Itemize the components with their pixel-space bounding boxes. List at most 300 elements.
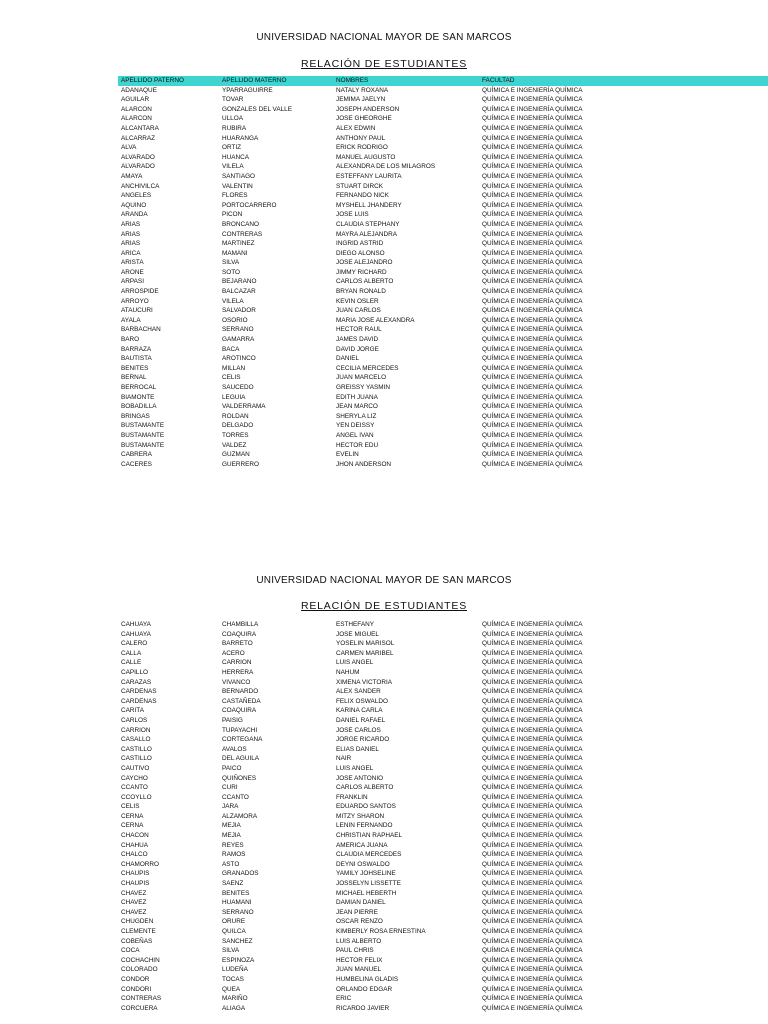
cell-facultad: QUÍMICA E INGENIERÍA QUÍMICA bbox=[482, 201, 583, 209]
cell-apellido-paterno: CHAHUA bbox=[121, 841, 148, 849]
table-row bbox=[118, 277, 768, 287]
cell-nombres: RICARDO JAVIER bbox=[336, 1004, 390, 1012]
cell-apellido-paterno: ARONE bbox=[121, 268, 144, 276]
cell-apellido-paterno: CAHUAYA bbox=[121, 621, 151, 628]
cell-nombres: SHERYLA LIZ bbox=[336, 412, 377, 420]
cell-apellido-materno: ALZAMORA bbox=[222, 812, 258, 820]
cell-nombres: JEAN PIERRE bbox=[336, 908, 378, 916]
cell-apellido-materno: VALDERRAMA bbox=[222, 403, 266, 411]
table-row bbox=[118, 249, 768, 259]
cell-apellido-paterno: CARITA bbox=[121, 707, 144, 715]
cell-apellido-paterno: ARROYO bbox=[121, 297, 149, 305]
university-name: UNIVERSIDAD NACIONAL MAYOR DE SAN MARCOS bbox=[256, 32, 512, 43]
cell-apellido-paterno: CACERES bbox=[121, 460, 152, 468]
table-row bbox=[118, 630, 768, 640]
cell-nombres: JHON ANDERSON bbox=[336, 460, 392, 468]
cell-apellido-materno: HUAMANI bbox=[222, 899, 252, 907]
cell-apellido-paterno: CASALLO bbox=[121, 736, 151, 744]
cell-apellido-paterno: CARLOS bbox=[121, 716, 148, 724]
table-row bbox=[118, 172, 768, 182]
cell-apellido-materno: HUARANGA bbox=[222, 134, 259, 142]
cell-nombres: NAHUM bbox=[336, 668, 360, 676]
cell-apellido-paterno: CARRION bbox=[121, 726, 151, 734]
table-row bbox=[118, 201, 768, 211]
cell-facultad: QUÍMICA E INGENIERÍA QUÍMICA bbox=[482, 240, 583, 248]
cell-apellido-materno: SERRANO bbox=[222, 326, 254, 334]
cell-nombres: BRYAN RONALD bbox=[336, 288, 386, 296]
cell-apellido-paterno: ARISTA bbox=[121, 259, 144, 267]
cell-facultad: QUÍMICA E INGENIERÍA QUÍMICA bbox=[482, 460, 583, 468]
cell-facultad: QUÍMICA E INGENIERÍA QUÍMICA bbox=[482, 336, 583, 344]
cell-apellido-paterno: CAHUAYA bbox=[121, 630, 151, 638]
cell-nombres: JOSE CARLOS bbox=[336, 726, 381, 734]
cell-facultad: QUÍMICA E INGENIERÍA QUÍMICA bbox=[482, 259, 583, 267]
cell-apellido-paterno: CERNA bbox=[121, 822, 144, 830]
table-row bbox=[118, 649, 768, 659]
cell-nombres: STUART DIRCK bbox=[336, 182, 383, 190]
cell-facultad: QUÍMICA E INGENIERÍA QUÍMICA bbox=[482, 832, 583, 840]
cell-apellido-paterno: AMAYA bbox=[121, 172, 143, 180]
cell-apellido-materno: MILLAN bbox=[222, 364, 246, 372]
cell-facultad: QUÍMICA E INGENIERÍA QUÍMICA bbox=[482, 947, 583, 955]
table-row bbox=[118, 994, 768, 1004]
cell-facultad: QUÍMICA E INGENIERÍA QUÍMICA bbox=[482, 182, 583, 190]
cell-nombres: DEYNI OSWALDO bbox=[336, 860, 390, 868]
cell-apellido-paterno: CALLE bbox=[121, 659, 142, 667]
cell-apellido-paterno: CARAZAS bbox=[121, 678, 152, 686]
cell-nombres: HECTOR EDU bbox=[336, 441, 379, 449]
cell-apellido-materno: MARTINEZ bbox=[222, 240, 255, 248]
cell-nombres: MICHAEL HEBERTH bbox=[336, 889, 397, 897]
table-row bbox=[118, 927, 768, 937]
cell-apellido-materno: DELGADO bbox=[222, 422, 254, 430]
students-table bbox=[118, 620, 768, 1013]
cell-nombres: MANUEL AUGUSTO bbox=[336, 153, 396, 161]
cell-apellido-paterno: COBEÑAS bbox=[121, 937, 153, 945]
cell-facultad: QUÍMICA E INGENIERÍA QUÍMICA bbox=[482, 726, 583, 734]
cell-apellido-materno: GONZALES DEL VALLE bbox=[222, 105, 292, 113]
cell-facultad: QUÍMICA E INGENIERÍA QUÍMICA bbox=[482, 966, 583, 974]
cell-nombres: EDUARDO SANTOS bbox=[336, 803, 396, 811]
cell-apellido-paterno: CABRERA bbox=[121, 451, 152, 459]
cell-apellido-paterno: CAYCHO bbox=[121, 774, 148, 782]
table-row bbox=[118, 889, 768, 899]
cell-facultad: QUÍMICA E INGENIERÍA QUÍMICA bbox=[482, 230, 583, 238]
cell-nombres: JOSSELYN LISSETTE bbox=[336, 880, 401, 888]
cell-nombres: DAVID JORGE bbox=[336, 345, 379, 353]
cell-apellido-materno: BRONCANO bbox=[222, 220, 259, 228]
cell-nombres: XIMENA VICTORIA bbox=[336, 678, 392, 686]
cell-nombres: JUAN MARCELO bbox=[336, 374, 387, 382]
cell-nombres: JOSEPH ANDERSON bbox=[336, 105, 400, 113]
cell-nombres: DANIEL RAFAEL bbox=[336, 716, 386, 724]
table-row bbox=[118, 879, 768, 889]
cell-apellido-paterno: ADANAQUE bbox=[121, 86, 157, 94]
cell-apellido-materno: CCANTO bbox=[222, 793, 249, 801]
cell-nombres: MAYRA ALEJANDRA bbox=[336, 230, 397, 238]
cell-facultad: QUÍMICA E INGENIERÍA QUÍMICA bbox=[482, 822, 583, 830]
cell-facultad: QUÍMICA E INGENIERÍA QUÍMICA bbox=[482, 812, 583, 820]
table-row bbox=[118, 898, 768, 908]
cell-facultad: QUÍMICA E INGENIERÍA QUÍMICA bbox=[482, 774, 583, 782]
cell-apellido-paterno: BAUTISTA bbox=[121, 355, 152, 363]
cell-nombres: LUIS ANGEL bbox=[336, 764, 374, 772]
cell-apellido-paterno: CHALCO bbox=[121, 851, 148, 859]
cell-facultad: QUÍMICA E INGENIERÍA QUÍMICA bbox=[482, 431, 583, 439]
table-row bbox=[118, 639, 768, 649]
table-row bbox=[118, 745, 768, 755]
cell-nombres: HECTOR FELIX bbox=[336, 956, 383, 964]
students-table-body bbox=[118, 86, 768, 470]
cell-nombres: ANTHONY PAUL bbox=[336, 134, 386, 142]
cell-apellido-paterno: CHAVEZ bbox=[121, 899, 147, 907]
cell-apellido-materno: DEL AGUILA bbox=[222, 755, 260, 763]
cell-facultad: QUÍMICA E INGENIERÍA QUÍMICA bbox=[482, 249, 583, 257]
cell-nombres: PAUL CHRIS bbox=[336, 947, 374, 955]
table-row bbox=[118, 956, 768, 966]
cell-apellido-paterno: ALARCON bbox=[121, 115, 152, 123]
cell-apellido-materno: SANCHEZ bbox=[222, 937, 253, 945]
table-row bbox=[118, 335, 768, 345]
cell-apellido-paterno: CONDORI bbox=[121, 985, 152, 993]
table-row bbox=[118, 258, 768, 268]
cell-apellido-materno: ACERO bbox=[222, 649, 245, 657]
cell-apellido-materno: JARA bbox=[222, 803, 239, 811]
cell-facultad: QUÍMICA E INGENIERÍA QUÍMICA bbox=[482, 755, 583, 763]
table-row bbox=[118, 460, 768, 470]
cell-facultad: QUÍMICA E INGENIERÍA QUÍMICA bbox=[482, 393, 583, 401]
cell-apellido-paterno: CHAVEZ bbox=[121, 908, 147, 916]
cell-apellido-materno: GAMARRA bbox=[222, 336, 255, 344]
table-row bbox=[118, 812, 768, 822]
cell-apellido-materno: FLORES bbox=[222, 192, 248, 200]
header-facultad: FACULTAD bbox=[479, 76, 768, 86]
cell-nombres: ALEXANDRA DE LOS MILAGROS bbox=[336, 163, 436, 171]
cell-apellido-materno: CELIS bbox=[222, 374, 241, 382]
cell-apellido-paterno: CARDENAS bbox=[121, 697, 157, 705]
cell-facultad: QUÍMICA E INGENIERÍA QUÍMICA bbox=[482, 630, 583, 638]
cell-apellido-paterno: BUSTAMANTE bbox=[121, 431, 165, 439]
cell-nombres: FRANKLIN bbox=[336, 793, 368, 801]
table-row bbox=[118, 105, 768, 115]
cell-facultad: QUÍMICA E INGENIERÍA QUÍMICA bbox=[482, 115, 583, 123]
table-row bbox=[118, 937, 768, 947]
table-row bbox=[118, 325, 768, 335]
cell-apellido-paterno: CLEMENTE bbox=[121, 928, 156, 935]
cell-nombres: MITZY SHARON bbox=[336, 812, 385, 820]
cell-nombres: CHRISTIAN RAPHAEL bbox=[336, 832, 403, 840]
cell-apellido-paterno: CCANTO bbox=[121, 784, 148, 792]
cell-apellido-paterno: AYALA bbox=[121, 316, 141, 324]
cell-facultad: QUÍMICA E INGENIERÍA QUÍMICA bbox=[482, 668, 583, 676]
cell-apellido-materno: TORRES bbox=[222, 431, 249, 439]
cell-facultad: QUÍMICA E INGENIERÍA QUÍMICA bbox=[482, 764, 583, 772]
table-row bbox=[118, 364, 768, 374]
table-row bbox=[118, 86, 768, 96]
cell-nombres: JAMES DAVID bbox=[336, 336, 379, 344]
cell-facultad: QUÍMICA E INGENIERÍA QUÍMICA bbox=[482, 707, 583, 715]
cell-apellido-paterno: BENITES bbox=[121, 364, 149, 372]
cell-facultad: QUÍMICA E INGENIERÍA QUÍMICA bbox=[482, 134, 583, 142]
cell-apellido-paterno: ANCHIVILCA bbox=[121, 182, 160, 190]
table-row bbox=[118, 1004, 768, 1014]
cell-nombres: YAMILY JOHSELINE bbox=[336, 870, 396, 878]
cell-nombres: DAMIAN DANIEL bbox=[336, 899, 386, 907]
cell-facultad: QUÍMICA E INGENIERÍA QUÍMICA bbox=[482, 985, 583, 993]
table-row bbox=[118, 431, 768, 441]
cell-nombres: CECILIA MERCEDES bbox=[336, 364, 399, 372]
cell-facultad: QUÍMICA E INGENIERÍA QUÍMICA bbox=[482, 211, 583, 219]
cell-nombres: JUAN CARLOS bbox=[336, 307, 381, 315]
cell-facultad: QUÍMICA E INGENIERÍA QUÍMICA bbox=[482, 316, 583, 324]
cell-nombres: LENIN FERNANDO bbox=[336, 822, 393, 830]
cell-nombres: CLAUDIA MERCEDES bbox=[336, 851, 402, 859]
cell-nombres: FERNANDO NICK bbox=[336, 192, 389, 200]
cell-facultad: QUÍMICA E INGENIERÍA QUÍMICA bbox=[482, 870, 583, 878]
cell-apellido-materno: VILELA bbox=[222, 163, 244, 171]
cell-nombres: CARLOS ALBERTO bbox=[336, 278, 394, 286]
cell-apellido-materno: SILVA bbox=[222, 259, 240, 267]
table-row bbox=[118, 975, 768, 985]
cell-apellido-materno: ULLOA bbox=[222, 115, 243, 123]
cell-facultad: QUÍMICA E INGENIERÍA QUÍMICA bbox=[482, 345, 583, 353]
cell-facultad: QUÍMICA E INGENIERÍA QUÍMICA bbox=[482, 144, 583, 152]
cell-apellido-paterno: ARPASI bbox=[121, 278, 144, 286]
cell-nombres: ESTEFFANY LAURITA bbox=[336, 172, 402, 180]
cell-apellido-materno: MEJIA bbox=[222, 832, 241, 840]
cell-facultad: QUÍMICA E INGENIERÍA QUÍMICA bbox=[482, 688, 583, 696]
cell-facultad: QUÍMICA E INGENIERÍA QUÍMICA bbox=[482, 649, 583, 657]
cell-apellido-materno: TUPAYACHI bbox=[222, 726, 258, 734]
cell-nombres: NAIR bbox=[336, 755, 352, 763]
cell-apellido-paterno: COCA bbox=[121, 947, 140, 955]
cell-nombres: ESTHEFANY bbox=[336, 621, 374, 628]
header-nombres: NOMBRES bbox=[333, 76, 479, 86]
table-row bbox=[118, 620, 768, 630]
cell-apellido-paterno: ALCARRAZ bbox=[121, 134, 156, 142]
cell-apellido-paterno: BRINGAS bbox=[121, 412, 150, 420]
cell-apellido-paterno: ATAUCURI bbox=[121, 307, 153, 315]
cell-apellido-materno: SERRANO bbox=[222, 908, 254, 916]
cell-facultad: QUÍMICA E INGENIERÍA QUÍMICA bbox=[482, 124, 583, 132]
cell-apellido-materno: AROTINCO bbox=[222, 355, 256, 363]
cell-nombres: YEN DEISSY bbox=[336, 422, 375, 430]
cell-nombres: JOSE LUIS bbox=[336, 211, 369, 219]
cell-apellido-paterno: AQUINO bbox=[121, 201, 147, 209]
cell-nombres: MARIA JOSE ALEXANDRA bbox=[336, 316, 415, 324]
cell-nombres: JOSE MIGUEL bbox=[336, 630, 379, 638]
cell-apellido-materno: REYES bbox=[222, 841, 244, 849]
cell-nombres: INGRID ASTRID bbox=[336, 240, 384, 248]
cell-apellido-paterno: AGUILAR bbox=[121, 96, 150, 104]
cell-nombres: JOSE ALEJANDRO bbox=[336, 259, 393, 267]
table-row bbox=[118, 802, 768, 812]
table-row bbox=[118, 316, 768, 326]
cell-apellido-materno: CHAMBILLA bbox=[222, 621, 259, 628]
cell-facultad: QUÍMICA E INGENIERÍA QUÍMICA bbox=[482, 355, 583, 363]
cell-apellido-materno: AVALOS bbox=[222, 745, 247, 753]
cell-facultad: QUÍMICA E INGENIERÍA QUÍMICA bbox=[482, 928, 583, 935]
cell-apellido-paterno: CERNA bbox=[121, 812, 144, 820]
cell-nombres: JOSE ANTONIO bbox=[336, 774, 384, 782]
table-row bbox=[118, 793, 768, 803]
table-row bbox=[118, 764, 768, 774]
table-row bbox=[118, 95, 768, 105]
students-table-body bbox=[118, 620, 768, 1013]
table-row bbox=[118, 230, 768, 240]
cell-facultad: QUÍMICA E INGENIERÍA QUÍMICA bbox=[482, 956, 583, 964]
cell-apellido-materno: SANTIAGO bbox=[222, 172, 256, 180]
header-apellido-paterno: APELLIDO PATERNO bbox=[118, 76, 219, 86]
table-row bbox=[118, 850, 768, 860]
cell-facultad: QUÍMICA E INGENIERÍA QUÍMICA bbox=[482, 899, 583, 907]
cell-apellido-paterno: ALCANTARA bbox=[121, 124, 159, 132]
cell-apellido-paterno: BARRAZA bbox=[121, 345, 152, 353]
table-row bbox=[118, 946, 768, 956]
cell-facultad: QUÍMICA E INGENIERÍA QUÍMICA bbox=[482, 1004, 583, 1012]
cell-facultad: QUÍMICA E INGENIERÍA QUÍMICA bbox=[482, 288, 583, 296]
table-row bbox=[118, 774, 768, 784]
table-row bbox=[118, 124, 768, 134]
cell-nombres: AMERICA JUANA bbox=[336, 841, 388, 849]
cell-nombres: HECTOR RAUL bbox=[336, 326, 382, 334]
cell-nombres: ALEX SANDER bbox=[336, 688, 381, 696]
cell-apellido-materno: ORURE bbox=[222, 918, 246, 926]
cell-apellido-materno: MARIÑO bbox=[222, 995, 248, 1003]
table-row bbox=[118, 220, 768, 230]
cell-apellido-paterno: BOBADILLA bbox=[121, 403, 157, 411]
cell-apellido-materno: PAISIG bbox=[222, 716, 243, 724]
cell-apellido-materno: QUIÑONES bbox=[222, 774, 257, 782]
cell-apellido-paterno: BERNAL bbox=[121, 374, 147, 382]
table-row bbox=[118, 383, 768, 393]
cell-apellido-materno: BACA bbox=[222, 345, 240, 353]
cell-facultad: QUÍMICA E INGENIERÍA QUÍMICA bbox=[482, 268, 583, 276]
cell-nombres: JORGE RICARDO bbox=[336, 736, 390, 744]
cell-apellido-materno: PORTOCARRERO bbox=[222, 201, 277, 209]
cell-apellido-materno: BARRETO bbox=[222, 640, 253, 648]
cell-apellido-materno: COAQUIRA bbox=[222, 630, 257, 638]
cell-facultad: QUÍMICA E INGENIERÍA QUÍMICA bbox=[482, 995, 583, 1003]
cell-apellido-materno: MAMANI bbox=[222, 249, 248, 257]
cell-apellido-materno: QUILCA bbox=[222, 928, 246, 935]
cell-apellido-materno: SAUCEDO bbox=[222, 384, 254, 391]
cell-facultad: QUÍMICA E INGENIERÍA QUÍMICA bbox=[482, 803, 583, 811]
cell-apellido-paterno: CASTILLO bbox=[121, 755, 152, 763]
header-apellido-materno: APELLIDO MATERNO bbox=[219, 76, 333, 86]
cell-apellido-materno: BEJARANO bbox=[222, 278, 257, 286]
cell-nombres: DANIEL bbox=[336, 355, 360, 363]
cell-apellido-paterno: ARROSPIDE bbox=[121, 288, 159, 296]
cell-apellido-paterno: ALVARADO bbox=[121, 153, 155, 161]
cell-apellido-materno: GRANADOS bbox=[222, 870, 259, 878]
cell-apellido-paterno: BUSTAMANTE bbox=[121, 422, 165, 430]
cell-apellido-paterno: BUSTAMANTE bbox=[121, 441, 165, 449]
cell-apellido-paterno: ARICA bbox=[121, 249, 141, 257]
cell-nombres: EDITH JUANA bbox=[336, 393, 378, 401]
cell-facultad: QUÍMICA E INGENIERÍA QUÍMICA bbox=[482, 307, 583, 315]
cell-facultad: QUÍMICA E INGENIERÍA QUÍMICA bbox=[482, 908, 583, 916]
cell-nombres: ELIAS DANIEL bbox=[336, 745, 379, 753]
cell-apellido-materno: RAMOS bbox=[222, 851, 246, 859]
cell-apellido-paterno: CHUGDEN bbox=[121, 918, 154, 926]
cell-apellido-materno: CONTRERAS bbox=[222, 230, 263, 238]
cell-facultad: QUÍMICA E INGENIERÍA QUÍMICA bbox=[482, 784, 583, 792]
cell-facultad: QUÍMICA E INGENIERÍA QUÍMICA bbox=[482, 841, 583, 849]
cell-facultad: QUÍMICA E INGENIERÍA QUÍMICA bbox=[482, 374, 583, 382]
cell-facultad: QUÍMICA E INGENIERÍA QUÍMICA bbox=[482, 697, 583, 705]
table-row bbox=[118, 697, 768, 707]
cell-apellido-paterno: CHAUPIS bbox=[121, 880, 150, 888]
cell-nombres: EVELIN bbox=[336, 451, 359, 459]
cell-apellido-materno: PICON bbox=[222, 211, 243, 219]
cell-apellido-materno: ORTIZ bbox=[222, 144, 242, 152]
cell-facultad: QUÍMICA E INGENIERÍA QUÍMICA bbox=[482, 220, 583, 228]
cell-apellido-materno: CORTEGANA bbox=[222, 736, 263, 744]
cell-apellido-paterno: BERROCAL bbox=[121, 384, 157, 391]
table-row bbox=[118, 706, 768, 716]
document-title: RELACIÓN DE ESTUDIANTES bbox=[300, 600, 467, 612]
cell-apellido-paterno: COLORADO bbox=[121, 966, 158, 974]
cell-apellido-paterno: CALLA bbox=[121, 649, 142, 657]
cell-apellido-materno: PAICO bbox=[222, 764, 242, 772]
cell-apellido-materno: BERNARDO bbox=[222, 688, 259, 696]
cell-apellido-materno: HERRERA bbox=[222, 668, 254, 676]
cell-facultad: QUÍMICA E INGENIERÍA QUÍMICA bbox=[482, 736, 583, 744]
cell-apellido-paterno: CASTILLO bbox=[121, 745, 152, 753]
cell-apellido-paterno: CONDOR bbox=[121, 975, 150, 983]
cell-apellido-paterno: CARDENAS bbox=[121, 688, 157, 696]
cell-apellido-paterno: CHAMORRO bbox=[121, 860, 159, 868]
cell-facultad: QUÍMICA E INGENIERÍA QUÍMICA bbox=[482, 678, 583, 686]
cell-facultad: QUÍMICA E INGENIERÍA QUÍMICA bbox=[482, 793, 583, 801]
cell-nombres: OSCAR RENZO bbox=[336, 918, 383, 926]
cell-apellido-paterno: BARO bbox=[121, 336, 140, 344]
cell-facultad: QUÍMICA E INGENIERÍA QUÍMICA bbox=[482, 412, 583, 420]
cell-apellido-paterno: ARIAS bbox=[121, 230, 141, 238]
cell-apellido-materno: LEGUIA bbox=[222, 393, 246, 401]
table-row bbox=[118, 143, 768, 153]
cell-apellido-materno: BENITES bbox=[222, 889, 250, 897]
table-row bbox=[118, 134, 768, 144]
cell-apellido-materno: VALENTIN bbox=[222, 182, 253, 190]
table-row bbox=[118, 345, 768, 355]
cell-facultad: QUÍMICA E INGENIERÍA QUÍMICA bbox=[482, 880, 583, 888]
cell-facultad: QUÍMICA E INGENIERÍA QUÍMICA bbox=[482, 659, 583, 667]
table-row bbox=[118, 373, 768, 383]
table-row bbox=[118, 716, 768, 726]
cell-apellido-paterno: CHAVEZ bbox=[121, 889, 147, 897]
table-row bbox=[118, 354, 768, 364]
cell-apellido-paterno: BARBACHAN bbox=[121, 326, 161, 334]
cell-apellido-paterno: BIAMONTE bbox=[121, 393, 155, 401]
cell-apellido-materno: GUERRERO bbox=[222, 460, 259, 468]
table-row bbox=[118, 114, 768, 124]
table-row bbox=[118, 668, 768, 678]
cell-apellido-paterno: CORCUERA bbox=[121, 1004, 158, 1012]
cell-facultad: QUÍMICA E INGENIERÍA QUÍMICA bbox=[482, 918, 583, 926]
cell-apellido-paterno: ALVA bbox=[121, 144, 137, 152]
cell-nombres: LUIS ALBERTO bbox=[336, 937, 382, 945]
cell-apellido-materno: OSORIO bbox=[222, 316, 248, 324]
table-row bbox=[118, 393, 768, 403]
table-row bbox=[118, 210, 768, 220]
cell-nombres: ORLANDO EDGAR bbox=[336, 985, 393, 993]
table-row bbox=[118, 917, 768, 927]
cell-apellido-materno: BALCAZAR bbox=[222, 288, 256, 296]
table-row bbox=[118, 268, 768, 278]
cell-apellido-materno: ESPINOZA bbox=[222, 956, 255, 964]
